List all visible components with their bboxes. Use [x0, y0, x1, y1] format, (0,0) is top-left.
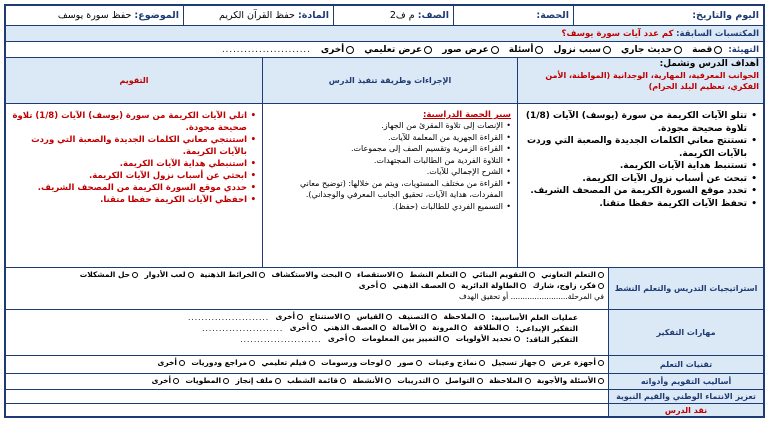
radio-icon: [344, 314, 350, 320]
prior-question: كم عدد آيات سورة يوسف؟: [561, 29, 674, 39]
assessment-label: أساليب التقويم وأدواته: [640, 377, 732, 386]
header-row: [6, 6, 763, 26]
strategies-row: [6, 268, 763, 310]
thinking-option[interactable]: القياس: [357, 312, 392, 322]
evaluation-item: • اتلي الآيات الكريمة من سورة (يوسف) الآيات (1/8) تلاوة صحيحة مجودة.: [12, 110, 256, 134]
tech-option[interactable]: فيلم تعليمي: [261, 358, 314, 368]
prior-knowledge-row: [6, 26, 763, 42]
lesson-plan-page: [4, 4, 765, 418]
period-label: الحصة:: [536, 10, 569, 21]
strategy-option[interactable]: التعلم النشط: [409, 270, 465, 280]
radio-icon: [249, 360, 255, 366]
assessment-option[interactable]: التواصل: [445, 376, 483, 386]
strategy-option[interactable]: العصف الذهني: [393, 281, 455, 291]
radio-icon: [520, 283, 526, 289]
thinking-line: [10, 334, 578, 345]
values-label: تعزيز الانتماء الوطني والقيم النبوية: [616, 392, 756, 401]
thinking-option[interactable]: المرونة: [432, 323, 467, 333]
procedure-item: • القراءة من مختلف المستويات، ويتم من خلالها: (توضيح معاني المفردات، هداية الآيات، تحقيق الجانب المعرفي والوجداني).: [269, 178, 511, 201]
radio-icon: [416, 360, 422, 366]
radio-icon: [598, 272, 604, 278]
radio-icon: [479, 360, 485, 366]
procedures-subtitle: سير الحصة الدراسية:: [422, 110, 511, 120]
radio-icon: [433, 378, 439, 384]
values-label-cell: [608, 390, 763, 404]
tech-option[interactable]: أجهزة عرض: [551, 358, 604, 368]
assessment-option[interactable]: أخرى: [152, 376, 180, 386]
radio-icon: [385, 360, 391, 366]
lesson-body-row: [6, 104, 763, 268]
objectives-subtitle: الجوانب المعرفية، المهارية، الوجدانية (المواطنة، الأمن الفكري، تعظيم البلد الحرام): [545, 71, 759, 91]
objective-item: • تستنتج معاني الكلمات الجديدة والصعبة التي وردت بالآيات الكريمة.: [524, 135, 757, 160]
radio-icon: [173, 378, 179, 384]
thinking-row: [6, 310, 763, 356]
radio-icon: [491, 46, 499, 54]
intro-option[interactable]: أسئلة: [509, 43, 544, 57]
tech-option[interactable]: جهاز تسجيل: [491, 358, 545, 368]
procedures-list: [269, 120, 511, 212]
assessment-option[interactable]: الملاحظة: [489, 376, 530, 386]
thinking-option[interactable]: أخرى: [290, 323, 318, 333]
thinking-option[interactable]: التمييز بين المعلومات: [362, 334, 450, 344]
objective-item: • تحدد موقع السورة الكريمة من المصحف الشريف.: [524, 185, 757, 198]
thinking-dots: ........................: [240, 335, 322, 344]
radio-icon: [386, 314, 392, 320]
strategy-option[interactable]: الطاولة الدائرية: [461, 281, 526, 291]
thinking-line-label: التفكير الإبداعي:: [515, 324, 578, 333]
thinking-option[interactable]: تحديد الأولويات: [456, 334, 520, 344]
evaluation-item: • استنتجي معاني الكلمات الجديدة والصعبة التي وردت بالآيات الكريمة.: [12, 134, 256, 158]
objectives-title: أهداف الدرس وتشمل:: [659, 59, 759, 69]
radio-icon: [179, 360, 185, 366]
strategy-option[interactable]: أخرى: [359, 281, 387, 291]
strategy-option[interactable]: التقويم البنائي: [472, 270, 535, 280]
evaluation-item: • حددي موقع السورة الكريمة من المصحف الشريف.: [12, 182, 256, 194]
thinking-label: مهارات التفكير: [656, 328, 716, 337]
procedure-item: • القراءة الجهرية من المعلمة للآيات.: [269, 132, 511, 144]
objectives-cell: [517, 104, 763, 268]
radio-icon: [503, 325, 509, 331]
thinking-option[interactable]: التصنيف: [398, 312, 437, 322]
subject-label: المادة:: [297, 10, 329, 21]
radio-icon: [460, 272, 466, 278]
critique-label: نقد الدرس: [664, 405, 708, 415]
radio-icon: [461, 325, 467, 331]
objective-item: • تحفظ الآيات الكريمة حفظا متقنا.: [524, 198, 757, 211]
critique-content-cell[interactable]: [6, 404, 608, 416]
topic-value: حفظ سورة يوسف: [57, 10, 132, 21]
strategies-label: استراتيجيات التدريس والتعلم النشط: [614, 284, 758, 293]
radio-icon: [188, 272, 194, 278]
procedures-header: [262, 58, 517, 104]
prior-label: المكتسبات السابقة:: [676, 29, 759, 39]
thinking-option[interactable]: العصف الذهني: [324, 323, 386, 333]
tech-option[interactable]: أخرى: [157, 358, 185, 368]
strategies-options-cell: [6, 268, 608, 310]
radio-icon: [349, 336, 355, 342]
radio-icon: [479, 314, 485, 320]
class-label: الصف:: [417, 10, 449, 21]
objective-item: • تبحث عن أسباب نزول الآيات الكريمة.: [524, 173, 757, 186]
procedures-cell: [262, 104, 517, 268]
radio-icon: [275, 378, 281, 384]
assessment-option[interactable]: الأسئلة والأجوبة: [537, 376, 604, 386]
strategies-stage-text: في المرحلة........................ أو تحقيق الهدف: [458, 292, 604, 301]
assessment-option[interactable]: الأنشطة: [352, 376, 390, 386]
columns-header-row: [6, 58, 763, 104]
radio-icon: [385, 378, 391, 384]
thinking-dots: ........................: [187, 313, 270, 322]
thinking-option[interactable]: أخرى: [328, 334, 356, 344]
radio-icon: [132, 272, 138, 278]
radio-icon: [598, 378, 604, 384]
radio-icon: [380, 325, 386, 331]
critique-row: [6, 404, 763, 416]
radio-icon: [309, 360, 315, 366]
period-cell: [453, 6, 573, 26]
thinking-dots: ........................: [202, 324, 284, 333]
radio-icon: [443, 336, 449, 342]
radio-icon: [380, 283, 386, 289]
strategy-option[interactable]: الاستقصاء: [357, 270, 403, 280]
procedure-item: • التسميع الفردي للطالبات (حفظ).: [269, 201, 511, 213]
objective-item: • تستنبط هداية الآيات الكريمة.: [524, 160, 757, 173]
radio-icon: [340, 378, 346, 384]
radio-icon: [431, 314, 437, 320]
intro-option[interactable]: عرض تعليمي: [364, 43, 432, 57]
intro-label: التهيئة:: [728, 44, 759, 55]
procedure-item: • الشرح الإجمالي للآيات.: [269, 166, 511, 178]
date-cell: [573, 6, 763, 26]
strategy-option[interactable]: لعب الأدوار: [144, 270, 193, 280]
assessment-option[interactable]: ملف إنجاز: [236, 376, 281, 386]
strategies-label-cell: [608, 268, 763, 310]
radio-icon: [714, 46, 722, 54]
radio-icon: [674, 46, 682, 54]
thinking-label-cell: [608, 310, 763, 356]
tech-option[interactable]: نماذج وعينات: [428, 358, 485, 368]
intro-option[interactable]: سبب نزول: [553, 43, 611, 57]
thinking-line-label: التفكير الناقد:: [525, 335, 578, 344]
radio-icon: [514, 336, 520, 342]
topic-label: الموضوع:: [134, 10, 179, 21]
strategy-option[interactable]: البحث والاستكشاف: [271, 270, 350, 280]
evaluation-list: [12, 110, 256, 206]
radio-icon: [311, 325, 317, 331]
objective-item: • تتلو الآيات الكريمة من سورة (يوسف) الآيات (1/8) تلاوة صحيحة مجودة.: [524, 110, 757, 135]
procedure-item: • الإنصات إلى تلاوة المقرئ من الجهاز.: [269, 120, 511, 132]
intro-row: [6, 42, 763, 58]
radio-icon: [539, 360, 545, 366]
intro-option[interactable]: أخرى: [321, 43, 354, 57]
tech-option[interactable]: لوحات ورسومات: [321, 358, 391, 368]
prior-knowledge-cell: [6, 26, 763, 42]
date-label: اليوم والتاريخ:: [692, 10, 759, 21]
values-row: [6, 390, 763, 404]
subject-value: حفظ القرآن الكريم: [219, 10, 295, 21]
class-value: م ف2: [389, 10, 415, 21]
subject-cell: [183, 6, 333, 26]
assessment-option[interactable]: قائمة الشطب: [287, 376, 346, 386]
assessment-option[interactable]: المطويات: [186, 376, 230, 386]
tech-options-cell: [6, 356, 608, 374]
radio-icon: [535, 46, 543, 54]
radio-icon: [525, 378, 531, 384]
intro-other-dots: ........................: [221, 44, 311, 55]
radio-icon: [345, 272, 351, 278]
assessment-label-cell: [608, 374, 763, 390]
values-content-cell[interactable]: [6, 390, 608, 404]
thinking-options-cell: [6, 310, 608, 356]
assessment-row: [6, 374, 763, 390]
objectives-header: [517, 58, 763, 104]
radio-icon: [598, 283, 604, 289]
evaluation-item: • ابحثي عن أسباب نزول الآيات الكريمة.: [12, 170, 256, 182]
evaluation-title: التقويم: [119, 76, 149, 85]
intro-option[interactable]: عرض صور: [442, 43, 499, 57]
thinking-option[interactable]: الطلاقة: [474, 323, 510, 333]
intro-option[interactable]: قصة: [692, 43, 722, 57]
tech-option[interactable]: مراجع ودوريات: [191, 358, 255, 368]
procedure-item: • التلاوة الفردية من الطالبات المجتهدات.: [269, 155, 511, 167]
intro-cell: [6, 42, 763, 58]
radio-icon: [603, 46, 611, 54]
evaluation-item: • احفظي الآيات الكريمة حفظا متقنا.: [12, 194, 256, 206]
procedure-item: • القراءة الزمرية وتقسيم الصف إلى مجموعات.: [269, 143, 511, 155]
strategy-option[interactable]: التعلم التعاوني: [541, 270, 604, 280]
radio-icon: [598, 360, 604, 366]
evaluation-cell: [6, 104, 262, 268]
intro-option[interactable]: حديث جاري: [621, 43, 682, 57]
radio-icon: [397, 272, 403, 278]
assessment-option[interactable]: التدريبات: [397, 376, 438, 386]
radio-icon: [420, 325, 426, 331]
radio-icon: [346, 46, 354, 54]
objectives-list: [524, 110, 757, 210]
strategy-option[interactable]: الخرائط الذهنية: [200, 270, 265, 280]
procedures-title: الإجراءات وطريقة تنفيذ الدرس: [328, 76, 452, 85]
radio-icon: [424, 46, 432, 54]
thinking-option[interactable]: أخرى: [276, 312, 304, 322]
thinking-line-label: عمليات العلم الأساسية:: [491, 313, 578, 322]
assessment-options-cell: [6, 374, 608, 390]
radio-icon: [223, 378, 229, 384]
strategy-option[interactable]: فكر، زاوج، شارك: [533, 281, 604, 291]
evaluation-item: • استنبطي هداية الآيات الكريمة.: [12, 158, 256, 170]
tech-row: [6, 356, 763, 374]
critique-label-cell: [608, 404, 763, 416]
radio-icon: [297, 314, 303, 320]
class-cell: [333, 6, 453, 26]
thinking-line: [10, 323, 578, 334]
thinking-line: [10, 312, 578, 323]
radio-icon: [529, 272, 535, 278]
thinking-option[interactable]: الاستنتاج: [309, 312, 350, 322]
strategy-option[interactable]: حل المشكلات: [80, 270, 138, 280]
tech-label-cell: [608, 356, 763, 374]
evaluation-header: [6, 58, 262, 104]
topic-cell: [6, 6, 183, 26]
radio-icon: [449, 283, 455, 289]
radio-icon: [259, 272, 265, 278]
tech-option[interactable]: صور: [398, 358, 422, 368]
tech-label: تقنيات التعلم: [659, 360, 713, 369]
thinking-option[interactable]: الملاحظة: [443, 312, 484, 322]
thinking-option[interactable]: الأصالة: [392, 323, 426, 333]
radio-icon: [477, 378, 483, 384]
